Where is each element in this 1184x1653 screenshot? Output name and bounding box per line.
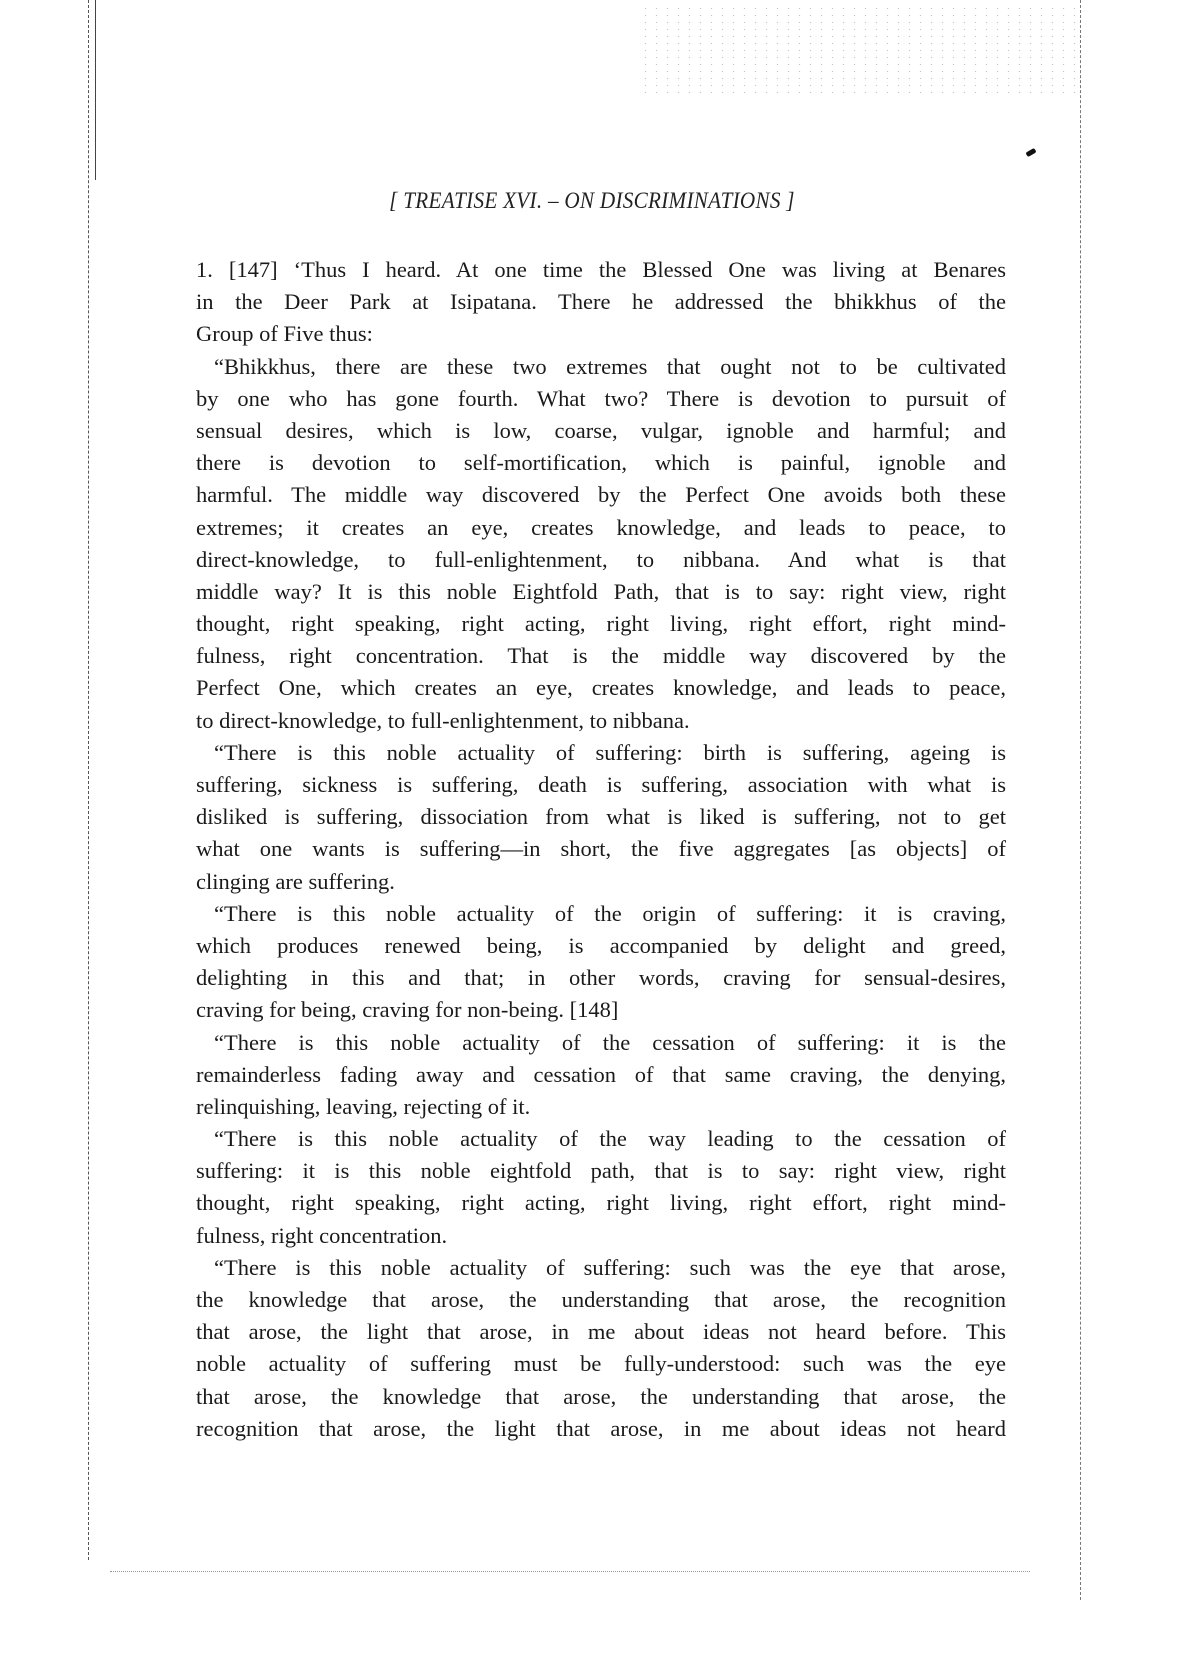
text-line: “There is this noble actuality of the way leading to the cessation of bbox=[214, 1126, 1006, 1152]
text-line: Group of Five thus: bbox=[196, 321, 373, 347]
text-line: Perfect One, which creates an eye, creates knowledge, and leads to peace, bbox=[196, 675, 1006, 701]
text-line: harmful. The middle way discovered by the Perfect One avoids both these bbox=[196, 482, 1006, 508]
text-line: extremes; it creates an eye, creates knowledge, and leads to peace, to bbox=[196, 514, 1006, 540]
text-line: middle way? It is this noble Eightfold Path, that is to say: right view, right bbox=[196, 578, 1006, 604]
text-line: which produces renewed being, is accompanied by delight and greed, bbox=[196, 932, 1006, 958]
text-line: craving for being, craving for non-being. [148] bbox=[196, 997, 619, 1023]
text-line: in the Deer Park at Isipatana. There he addressed the bhikkhus of the bbox=[196, 289, 1006, 315]
text-line: thought, right speaking, right acting, right living, right effort, right mind- bbox=[196, 611, 1006, 637]
right-margin-rule bbox=[1080, 0, 1081, 1600]
text-line: what one wants is suffering—in short, the five aggregates [as objects] of bbox=[196, 836, 1006, 862]
body-text bbox=[196, 254, 1006, 1445]
text-line: suffering, sickness is suffering, death is suffering, association with what is bbox=[196, 772, 1006, 797]
text-line: relinquishing, leaving, rejecting of it. bbox=[196, 1093, 531, 1119]
text-line: thought, right speaking, right acting, right living, right effort, right mind- bbox=[196, 1190, 1006, 1216]
text-line: sensual desires, which is low, coarse, vulgar, ignoble and harmful; and bbox=[196, 417, 1006, 443]
treatise-title: [ TREATISE XVI. – ON DISCRIMINATIONS ] bbox=[389, 188, 795, 213]
left-margin-rule-inner bbox=[95, 0, 96, 180]
left-margin-rule bbox=[88, 0, 89, 1560]
text-line: direct-knowledge, to full-enlightenment, to nibbana. And what is that bbox=[196, 546, 1006, 572]
text-line: that arose, the knowledge that arose, the understanding that arose, the bbox=[196, 1383, 1006, 1409]
text-line: disliked is suffering, dissociation from what is liked is suffering, not to get bbox=[196, 804, 1006, 830]
text-line: fulness, right concentration. That is the middle way discovered by the bbox=[196, 643, 1006, 669]
text-line: delighting in this and that; in other words, craving for sensual-desires, bbox=[196, 965, 1006, 991]
scan-noise-bottom bbox=[110, 1571, 1030, 1572]
text-line: clinging are suffering. bbox=[196, 868, 395, 894]
text-line: noble actuality of suffering must be fully-understood: such was the eye bbox=[196, 1351, 1006, 1377]
text-line: there is devotion to self-mortification, which is painful, ignoble and bbox=[196, 450, 1006, 476]
text-line: fulness, right concentration. bbox=[196, 1222, 448, 1248]
text-line: by one who has gone fourth. What two? There is devotion to pursuit of bbox=[196, 385, 1006, 411]
text-line: remainderless fading away and cessation of that same craving, the denying, bbox=[196, 1061, 1006, 1087]
text-line: recognition that arose, the light that arose, in me about ideas not heard bbox=[196, 1415, 1006, 1441]
ink-mark bbox=[1025, 148, 1036, 157]
text-line: to direct-knowledge, to full-enlightenment, to nibbana. bbox=[196, 707, 690, 733]
text-line: the knowledge that arose, the understanding that arose, the recognition bbox=[196, 1287, 1006, 1312]
text-line: “There is this noble actuality of the cessation of suffering: it is the bbox=[214, 1029, 1006, 1055]
text-line: “There is this noble actuality of the origin of suffering: it is craving, bbox=[214, 900, 1006, 926]
text-line: “There is this noble actuality of suffering: such was the eye that arose, bbox=[214, 1254, 1006, 1280]
text-line: that arose, the light that arose, in me about ideas not heard before. This bbox=[196, 1319, 1006, 1345]
text-line: “Bhikkhus, there are these two extremes that ought not to be cultivated bbox=[214, 353, 1006, 379]
text-line: “There is this noble actuality of suffering: birth is suffering, ageing is bbox=[214, 739, 1006, 765]
text-line: suffering: it is this noble eightfold path, that is to say: right view, right bbox=[196, 1158, 1006, 1184]
scan-noise-top bbox=[640, 5, 1080, 95]
text-line: 1. [147] ‘Thus I heard. At one time the Blessed One was living at Benares bbox=[196, 257, 1006, 282]
